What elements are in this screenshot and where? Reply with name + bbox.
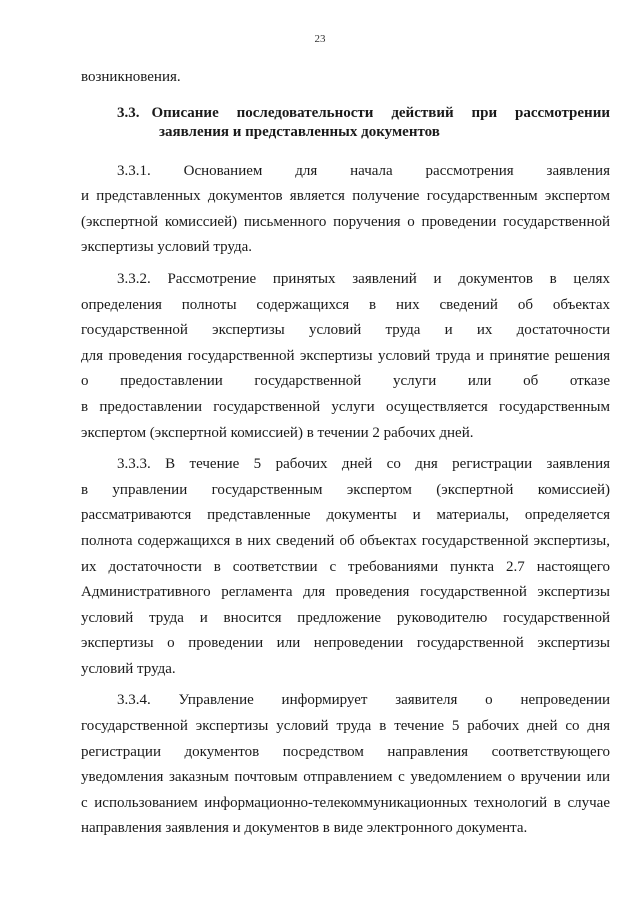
paragraph-line: определения полноты содержащихся в них сведений об объектах	[81, 296, 610, 313]
paragraph-line: для проведения государственной экспертизы условий труда и принятие решения	[81, 347, 610, 364]
paragraph-line: их достаточности в соответствии с требованиями пункта 2.7 настоящего	[81, 558, 610, 575]
intro-line: возникновения.	[81, 69, 181, 85]
paragraph-line: регистрации документов посредством направления соответствующего	[81, 743, 610, 760]
paragraph-3-3-1	[81, 159, 610, 261]
paragraph-line: Административного регламента для проведения государственной экспертизы	[81, 584, 610, 601]
paragraph-line: с использованием информационно-телекоммуникационных технологий в случае	[81, 794, 610, 811]
paragraph-line: в управлении государственным экспертом (экспертной комиссией)	[81, 481, 610, 498]
paragraph-line: 3.3.4. Управление информирует заявителя о непроведении	[117, 692, 610, 709]
section-heading	[81, 104, 610, 142]
paragraph-line: 3.3.3. В течение 5 рабочих дней со дня регистрации заявления	[117, 456, 610, 473]
paragraph-line: уведомления заказным почтовым отправлением с уведомлением о вручении или	[81, 769, 610, 786]
paragraph-line: рассматриваются представленные документы и материалы, определяется	[81, 507, 610, 524]
paragraph-line: полнота содержащихся в них сведений об объектах государственной экспертизы,	[81, 532, 610, 549]
paragraph-line: государственной экспертизы условий труда и их достаточности	[81, 322, 610, 339]
paragraph-line: (экспертной комиссией) письменного поручения о проведении государственной	[81, 213, 610, 230]
heading-line-1	[81, 104, 610, 123]
paragraph-line: экспертизы о проведении или непроведении государственной экспертизы	[81, 635, 610, 652]
paragraph-3-3-3	[81, 452, 610, 682]
page-number: 23	[314, 33, 326, 45]
paragraph-line: экспертизы условий труда.	[81, 239, 252, 256]
paragraph-line: и представленных документов является получение государственным экспертом	[81, 188, 610, 205]
heading-title-line-1: Описание последовательности действий при рассмотрении	[151, 104, 610, 121]
paragraph-line: направления заявления и документов в виде электронного документа.	[81, 820, 528, 837]
heading-number: 3.3.	[117, 104, 140, 121]
heading-title-line-2: заявления и представленных документов	[159, 123, 440, 140]
paragraph-line: условий труда.	[81, 660, 176, 677]
paragraph-line: условий труда и вносится предложение руководителю государственной	[81, 609, 610, 626]
paragraph-line: в предоставлении государственной услуги осуществляется государственным	[81, 398, 610, 415]
paragraph-line: экспертом (экспертной комиссией) в течении 2 рабочих дней.	[81, 424, 474, 441]
paragraph-3-3-2	[81, 267, 610, 446]
paragraph-line: 3.3.1. Основанием для начала рассмотрения заявления	[117, 162, 610, 179]
paragraph-line: государственной экспертизы условий труда в течение 5 рабочих дней со дня	[81, 718, 610, 735]
paragraph-line: о предоставлении государственной услуги или об отказе	[81, 373, 610, 390]
document-body	[81, 65, 610, 842]
paragraph-line: 3.3.2. Рассмотрение принятых заявлений и документов в целях	[117, 270, 610, 287]
paragraph-3-3-4	[81, 688, 610, 842]
